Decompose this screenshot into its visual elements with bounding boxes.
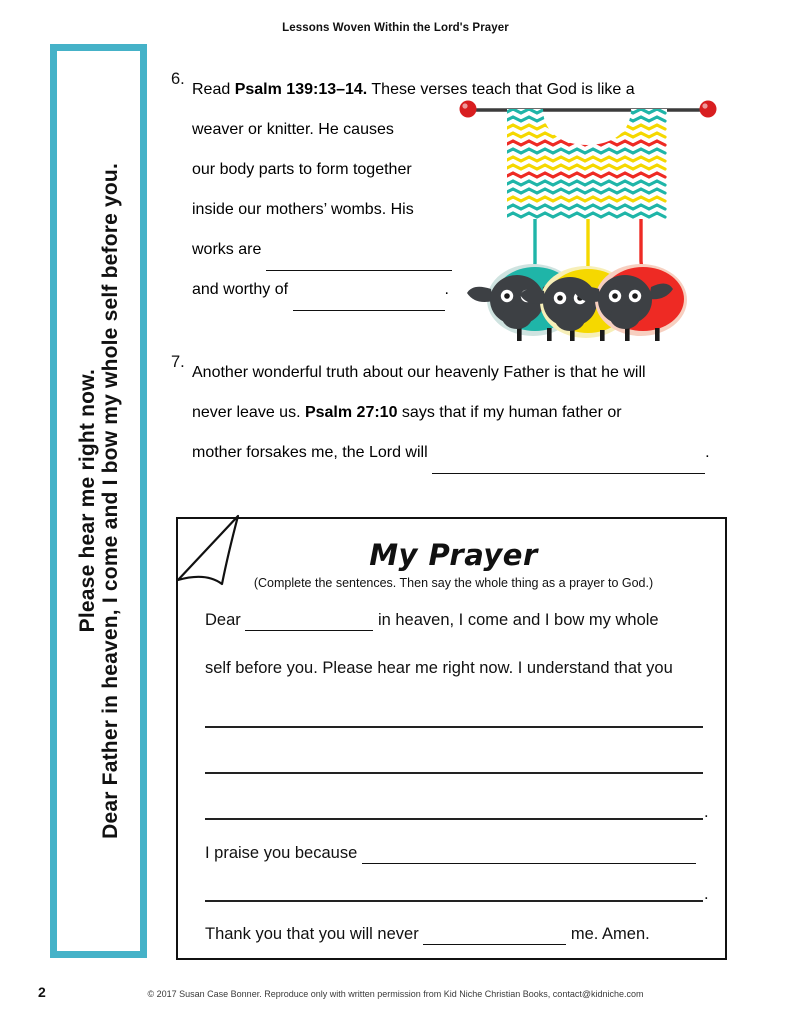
question-7-line-1 — [192, 353, 710, 393]
prayer-blank-rule-1[interactable] — [205, 726, 703, 728]
prayer-praise-rule[interactable] — [205, 900, 703, 902]
prayer-praise-rule-period: . — [704, 885, 709, 903]
prayer-praise-text: I praise you because — [205, 844, 362, 862]
prayer-blank-rule-3-period: . — [704, 803, 709, 821]
sidebar-line-1: Dear Father in heaven, I come and I bow my whole self before you. — [98, 163, 122, 839]
page-number: 2 — [38, 984, 46, 1000]
prayer-line-1-text: Dear — [205, 611, 246, 629]
question-line-text: These verses teach that God is like a — [367, 81, 635, 98]
my-prayer-subtitle: (Complete the sentences. Then say the whole thing as a prayer to God.) — [253, 576, 654, 590]
prayer-praise-blank-field[interactable] — [362, 844, 696, 864]
question-line-text: says that if my human father or — [397, 404, 622, 421]
question-line-text: inside our mothers’ wombs. His — [192, 201, 414, 218]
question-line-text: Read — [192, 81, 235, 98]
prayer-praise-line — [205, 844, 696, 864]
prayer-blank-rule-3[interactable] — [205, 818, 703, 820]
question-6-number: 6. — [171, 70, 185, 88]
question-line-bold-text: Psalm 27:10 — [304, 404, 398, 421]
question-line-blank-field[interactable] — [266, 230, 452, 271]
prayer-sentence-1 — [205, 611, 659, 631]
prayer-line-1-blank-field[interactable] — [245, 611, 373, 631]
question-line-blank-field[interactable] — [432, 433, 705, 474]
prayer-sentence-2 — [205, 659, 673, 678]
question-line-text: Another wonderful truth about our heavenly Father is that he will — [192, 364, 646, 381]
question-7-line-3 — [192, 433, 710, 473]
question-7-line-2 — [192, 393, 710, 433]
question-line-bold-text: Psalm 139:13–14. — [234, 81, 368, 98]
folded-corner-icon — [176, 514, 260, 592]
vertical-prayer-sidebar — [50, 44, 147, 958]
prayer-thanks-line — [205, 925, 650, 945]
question-line-text: mother forsakes me, the Lord will — [192, 444, 433, 461]
question-line-blank-field[interactable] — [293, 270, 445, 311]
prayer-line-1-text: in heaven, I come and I bow my whole — [373, 611, 659, 629]
question-line-text: and worthy of — [192, 281, 293, 298]
prayer-line-2-text: self before you. Please hear me right now. I understand that you — [205, 659, 673, 677]
three-sheep-knitting-illustration — [455, 93, 735, 341]
question-line-text: our body parts to form together — [192, 161, 412, 178]
question-7-number: 7. — [171, 353, 185, 371]
prayer-blank-rule-2[interactable] — [205, 772, 703, 774]
prayer-thanks-text: me. Amen. — [566, 925, 650, 943]
copyright-notice: © 2017 Susan Case Bonner. Reproduce only with written permission from Kid Niche Christian Books, contact@kidniche.com — [147, 989, 644, 999]
question-line-text: weaver or knitter. He causes — [192, 121, 394, 138]
prayer-thanks-text: Thank you that you will never — [205, 925, 424, 943]
question-line-text: . — [444, 281, 449, 298]
sidebar-text-stack — [57, 51, 140, 951]
page-title: Lessons Woven Within the Lord's Prayer — [282, 22, 509, 34]
question-line-text: never leave us. — [192, 404, 305, 421]
my-prayer-title: My Prayer — [369, 538, 538, 572]
question-line-text: . — [705, 444, 710, 461]
question-line-text: works are — [192, 241, 266, 258]
question-7-body — [192, 353, 710, 473]
prayer-thanks-blank-field[interactable] — [423, 925, 566, 945]
sidebar-line-2: Please hear me right now. — [75, 369, 99, 633]
